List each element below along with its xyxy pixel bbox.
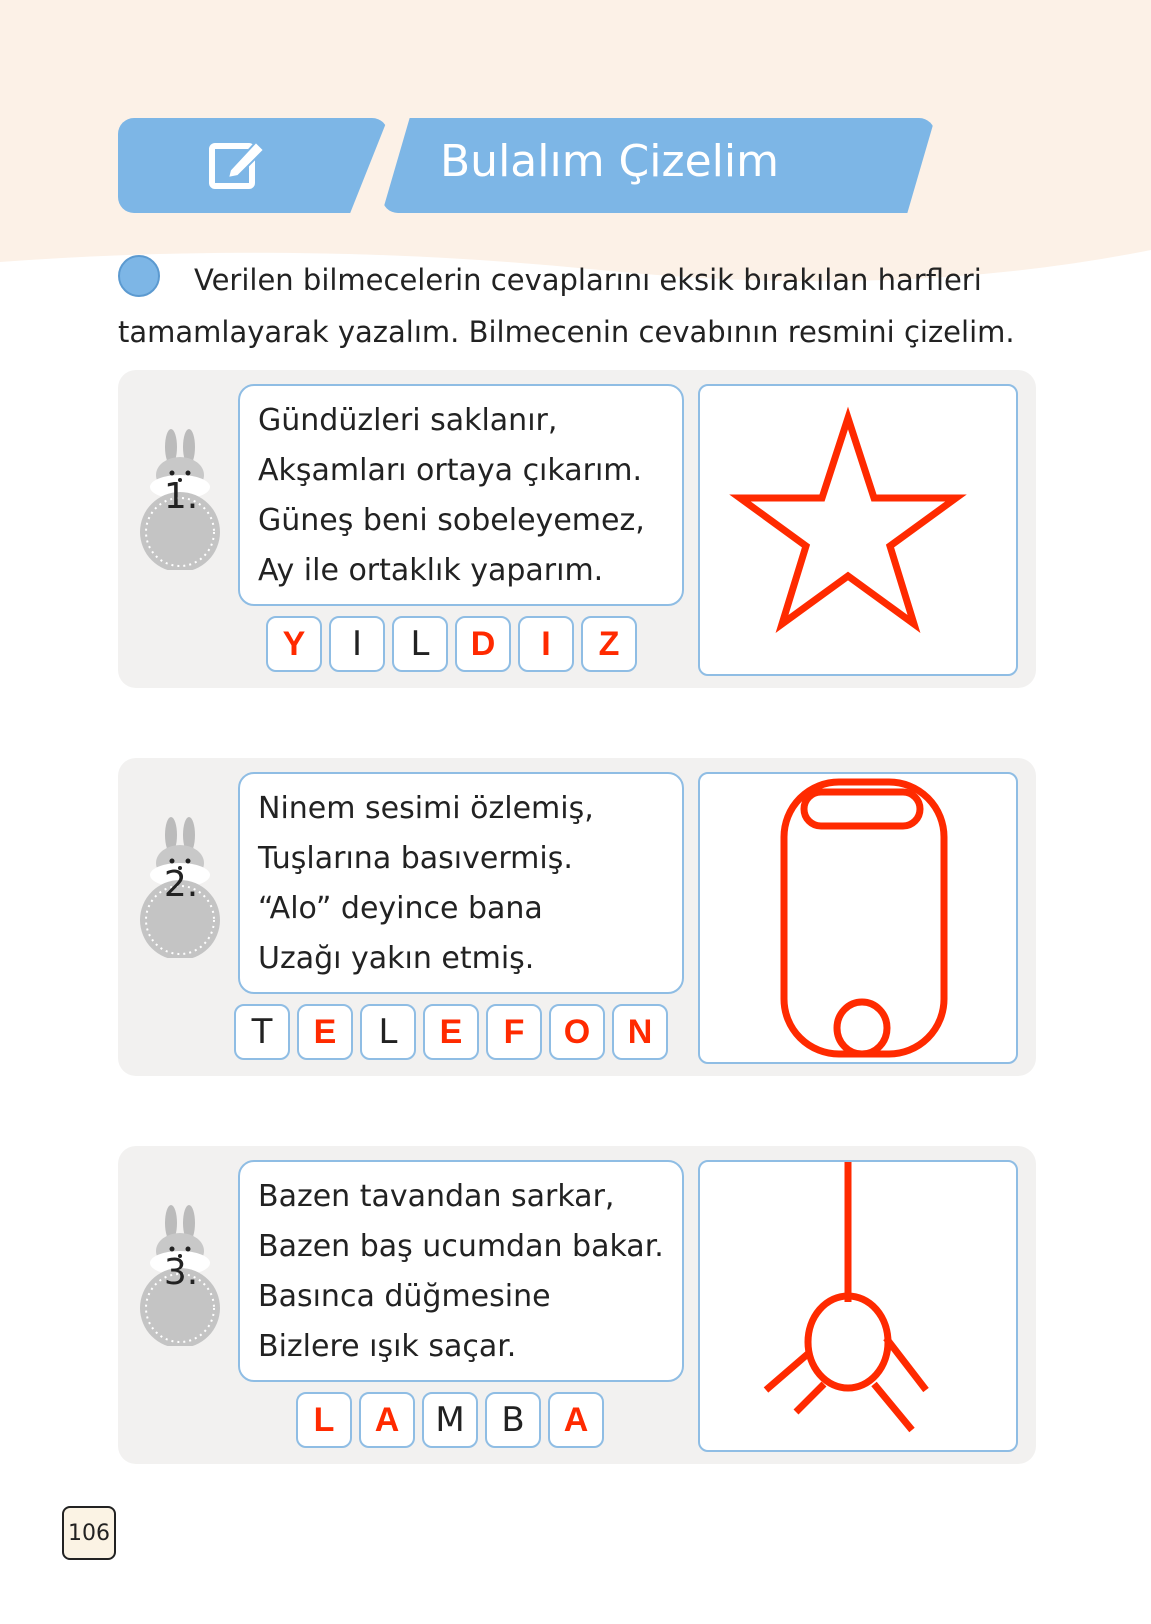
letter-box[interactable]: N bbox=[612, 1004, 668, 1060]
riddle-number: 1. bbox=[163, 476, 199, 517]
lamp-drawing bbox=[700, 1162, 1016, 1450]
riddle-text-box bbox=[238, 384, 684, 606]
riddle-line: Bazen baş ucumdan bakar. bbox=[258, 1229, 664, 1264]
letter-box[interactable]: A bbox=[548, 1392, 604, 1448]
drawing-box[interactable] bbox=[698, 1160, 1018, 1452]
riddle-section bbox=[118, 370, 1036, 688]
riddle-section bbox=[118, 1146, 1036, 1464]
letter-box[interactable]: F bbox=[486, 1004, 542, 1060]
riddle-section bbox=[118, 758, 1036, 1076]
letter-box[interactable]: Z bbox=[581, 616, 637, 672]
phone-drawing bbox=[700, 774, 1016, 1062]
instruction-text: Verilen bilmecelerin cevaplarını eksik bırakılan harfleri tamamlayarak yazalım. Bilmecenin cevabının resmini çizelim. bbox=[118, 263, 1015, 349]
riddle-line: Uzağı yakın etmiş. bbox=[258, 941, 535, 976]
star-drawing bbox=[700, 386, 1016, 674]
page-number: 106 bbox=[62, 1506, 116, 1560]
riddle-line: Bazen tavandan sarkar, bbox=[258, 1179, 615, 1214]
letter-box[interactable]: A bbox=[359, 1392, 415, 1448]
page-title: Bulalım Çizelim bbox=[440, 136, 779, 187]
answer-letters bbox=[234, 1004, 668, 1060]
riddle-number: 2. bbox=[163, 864, 199, 905]
answer-letters bbox=[296, 1392, 604, 1448]
riddle-line: Bizlere ışık saçar. bbox=[258, 1329, 517, 1364]
riddle-text-box bbox=[238, 1160, 684, 1382]
letter-box[interactable]: I bbox=[329, 616, 385, 672]
letter-box[interactable]: Y bbox=[266, 616, 322, 672]
riddle-line: Gündüzleri saklanır, bbox=[258, 403, 558, 438]
riddle-line: Güneş beni sobeleyemez, bbox=[258, 503, 645, 538]
letter-box[interactable]: M bbox=[422, 1392, 478, 1448]
riddle-line: Ay ile ortaklık yaparım. bbox=[258, 553, 604, 588]
letter-box[interactable]: L bbox=[296, 1392, 352, 1448]
riddle-line: “Alo” deyince bana bbox=[258, 891, 543, 926]
bullet-icon bbox=[118, 255, 160, 297]
letter-box[interactable]: E bbox=[423, 1004, 479, 1060]
letter-box[interactable]: T bbox=[234, 1004, 290, 1060]
answer-letters bbox=[266, 616, 637, 672]
riddle-line: Tuşlarına basıvermiş. bbox=[258, 841, 573, 876]
letter-box[interactable]: E bbox=[297, 1004, 353, 1060]
letter-box[interactable]: D bbox=[455, 616, 511, 672]
letter-box[interactable]: L bbox=[360, 1004, 416, 1060]
letter-box[interactable]: I bbox=[518, 616, 574, 672]
letter-box[interactable]: L bbox=[392, 616, 448, 672]
riddle-line: Akşamları ortaya çıkarım. bbox=[258, 453, 643, 488]
riddle-number: 3. bbox=[163, 1252, 199, 1293]
instruction bbox=[118, 254, 1018, 358]
pencil-edit-icon bbox=[208, 134, 268, 194]
letter-box[interactable]: O bbox=[549, 1004, 605, 1060]
riddle-line: Ninem sesimi özlemiş, bbox=[258, 791, 594, 826]
riddle-text-box bbox=[238, 772, 684, 994]
letter-box[interactable]: B bbox=[485, 1392, 541, 1448]
drawing-box[interactable] bbox=[698, 384, 1018, 676]
riddle-line: Basınca düğmesine bbox=[258, 1279, 551, 1314]
drawing-box[interactable] bbox=[698, 772, 1018, 1064]
